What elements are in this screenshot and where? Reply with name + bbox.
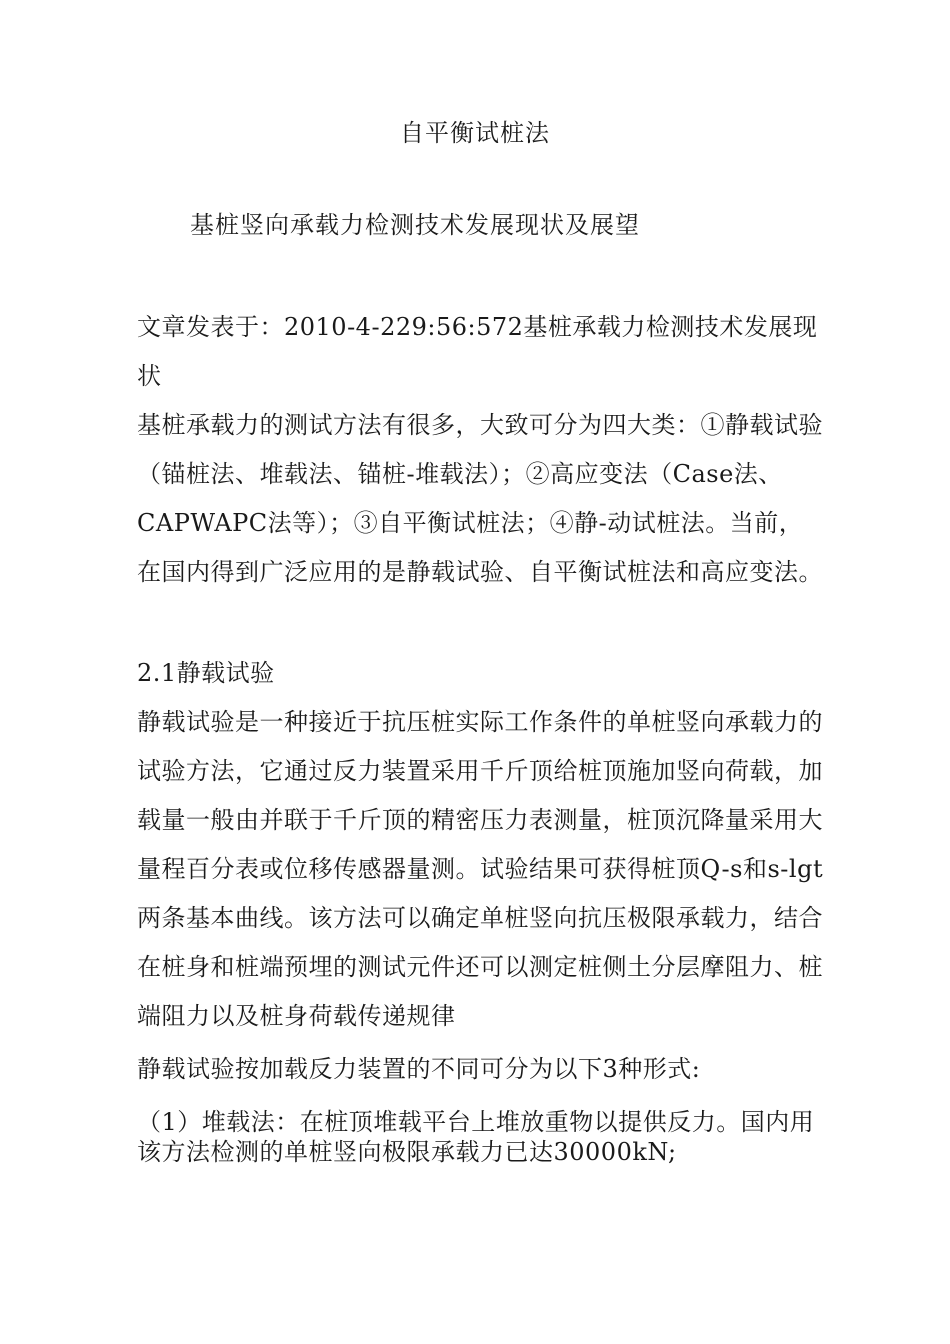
paragraph-three-forms: 静载试验按加载反力装置的不同可分为以下3种形式: [137, 1055, 701, 1083]
article-meta-line: 文章发表于：2010-4-229:56:572基桩承载力检测技术发展现状 [137, 313, 818, 390]
section-heading-static-load: 2.1静载试验 [137, 659, 275, 687]
document-subtitle: 基桩竖向承载力检测技术发展现状及展望 [190, 211, 640, 239]
paragraph-test-methods: 基桩承载力的测试方法有很多，大致可分为四大类：①静载试验（锚桩法、堆载法、锚桩-堆载法）；②高应变法（Case法、CAPWAPC法等）；③自平衡试桩法；④静-动试桩法。当前，在国内得到广泛应用的是静载试验、自平衡试桩法和高应变法。 [137, 411, 823, 586]
document-title: 自平衡试桩法 [400, 119, 550, 147]
paragraph-static-load-test: 静载试验是一种接近于抗压桩实际工作条件的单桩竖向承载力的试验方法，它通过反力装置采用千斤顶给桩顶施加竖向荷载，加载量一般由并联于千斤顶的精密压力表测量，桩顶沉降量采用大量程百分表或位移传感器量测。试验结果可获得桩顶Q-s和s-lgt两条基本曲线。该方法可以确定单桩竖向抗压极限承载力，结合在桩身和桩端预埋的测试元件还可以测定桩侧土分层摩阻力、桩端阻力以及桩身荷载传递规律 [137, 708, 824, 1030]
list-item-surcharge-method: （1）堆载法：在桩顶堆载平台上堆放重物以提供反力。国内用该方法检测的单桩竖向极限承载力已达30000kN; [137, 1108, 815, 1166]
